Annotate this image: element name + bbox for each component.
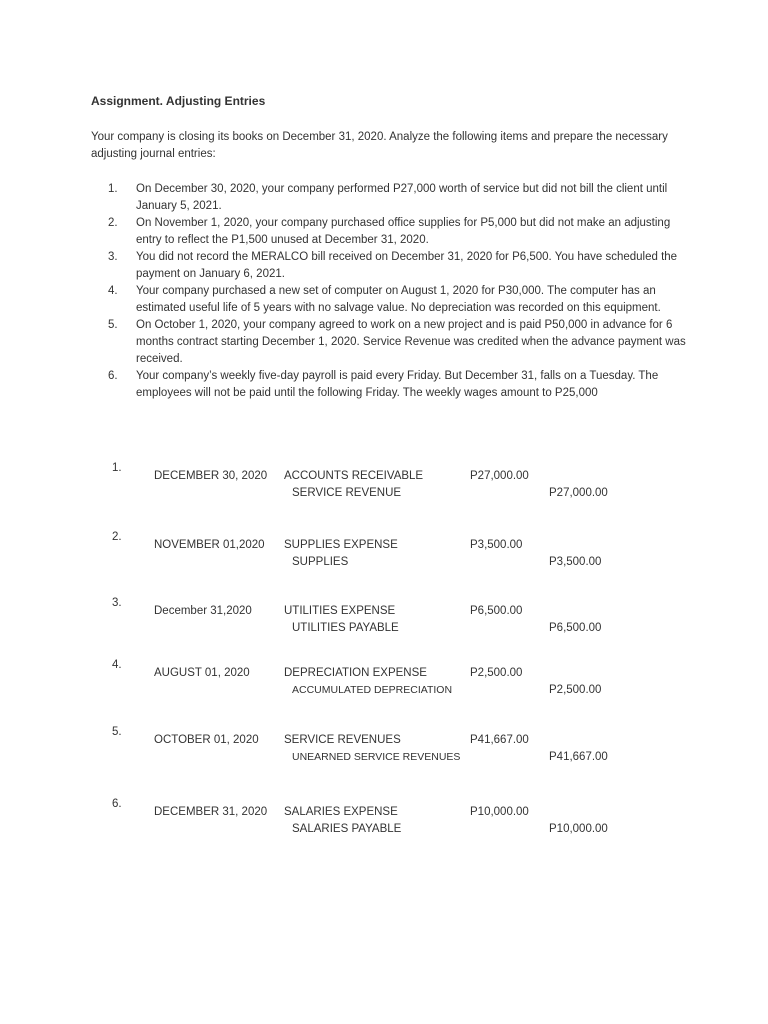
debit-account: SALARIES EXPENSE [284,806,398,818]
credit-account: UNEARNED SERVICE REVENUES [292,751,461,763]
list-item-number: 5. [108,319,118,331]
entry-date: NOVEMBER 01,2020 [154,539,265,551]
credit-account: SALARIES PAYABLE [292,823,402,835]
list-item-text: Your company purchased a new set of computer on August 1, 2020 for P30,000. The computer has an estimated useful life of 5 years with no salvage value. No depreciation was recorded on this equipment. [136,285,661,314]
list-item [108,215,688,249]
list-item-text: You did not record the MERALCO bill received on December 31, 2020 for P6,500. You have scheduled the payment on January 6, 2021. [136,251,678,280]
list-item-number: 4. [108,285,118,297]
debit-account: DEPRECIATION EXPENSE [284,667,427,679]
debit-amount: P3,500.00 [470,539,523,551]
debit-amount: P10,000.00 [470,806,529,818]
entry-date: AUGUST 01, 2020 [154,667,250,679]
list-item-text: On October 1, 2020, your company agreed to work on a new project and is paid P50,000 in advance for 6 months contract starting December 1, 2020. Service Revenue was credited when the advance payment was received. [136,319,686,365]
list-item [108,368,688,402]
debit-account: UTILITIES EXPENSE [284,605,396,617]
problem-list [108,181,688,402]
journal-entry [0,597,768,637]
credit-account: SUPPLIES [292,556,349,568]
list-item [108,181,688,215]
credit-amount: P27,000.00 [549,487,608,499]
entry-number: 5. [112,726,122,738]
list-item-number: 1. [108,183,118,195]
entry-date: December 31,2020 [154,605,252,617]
page-title: Assignment. Adjusting Entries [91,94,266,108]
list-item-number: 2. [108,217,118,229]
list-item-text: Your company’s weekly five-day payroll is paid every Friday. But December 31, falls on a Tuesday. The employees will not be paid until the following Friday. The weekly wages amount to P25,000 [136,370,659,399]
credit-amount: P10,000.00 [549,823,608,835]
list-item [108,317,688,368]
debit-amount: P41,667.00 [470,734,529,746]
credit-amount: P2,500.00 [549,684,602,696]
list-item [108,249,688,283]
journal-entry [0,462,768,502]
entry-number: 4. [112,659,122,671]
credit-account: UTILITIES PAYABLE [292,622,399,634]
list-item-number: 6. [108,370,118,382]
credit-account: ACCUMULATED DEPRECIATION [292,684,453,696]
entry-date: DECEMBER 31, 2020 [154,806,268,818]
journal-entry [0,659,768,699]
credit-amount: P3,500.00 [549,556,602,568]
debit-account: ACCOUNTS RECEIVABLE [284,470,424,482]
debit-amount: P6,500.00 [470,605,523,617]
entry-date: DECEMBER 30, 2020 [154,470,268,482]
list-item-text: On December 30, 2020, your company performed P27,000 worth of service but did not bill the client until January 5, 2021. [136,183,668,212]
credit-amount: P41,667.00 [549,751,608,763]
debit-account: SUPPLIES EXPENSE [284,539,398,551]
intro-paragraph: Your company is closing its books on December 31, 2020. Analyze the following items and prepare the necessary adjusting journal entries: [91,131,668,160]
list-item [108,283,688,317]
entry-number: 3. [112,597,122,609]
entry-date: OCTOBER 01, 2020 [154,734,259,746]
debit-amount: P2,500.00 [470,667,523,679]
credit-amount: P6,500.00 [549,622,602,634]
debit-account: SERVICE REVENUES [284,734,401,746]
journal-entry [0,531,768,571]
list-item-number: 3. [108,251,118,263]
debit-amount: P27,000.00 [470,470,529,482]
entry-number: 2. [112,531,122,543]
credit-account: SERVICE REVENUE [292,487,402,499]
journal-entry [0,798,768,838]
journal-entry [0,726,768,766]
entry-number: 1. [112,462,122,474]
list-item-text: On November 1, 2020, your company purchased office supplies for P5,000 but did not make an adjusting entry to reflect the P1,500 unused at December 31, 2020. [136,217,671,246]
entry-number: 6. [112,798,122,810]
